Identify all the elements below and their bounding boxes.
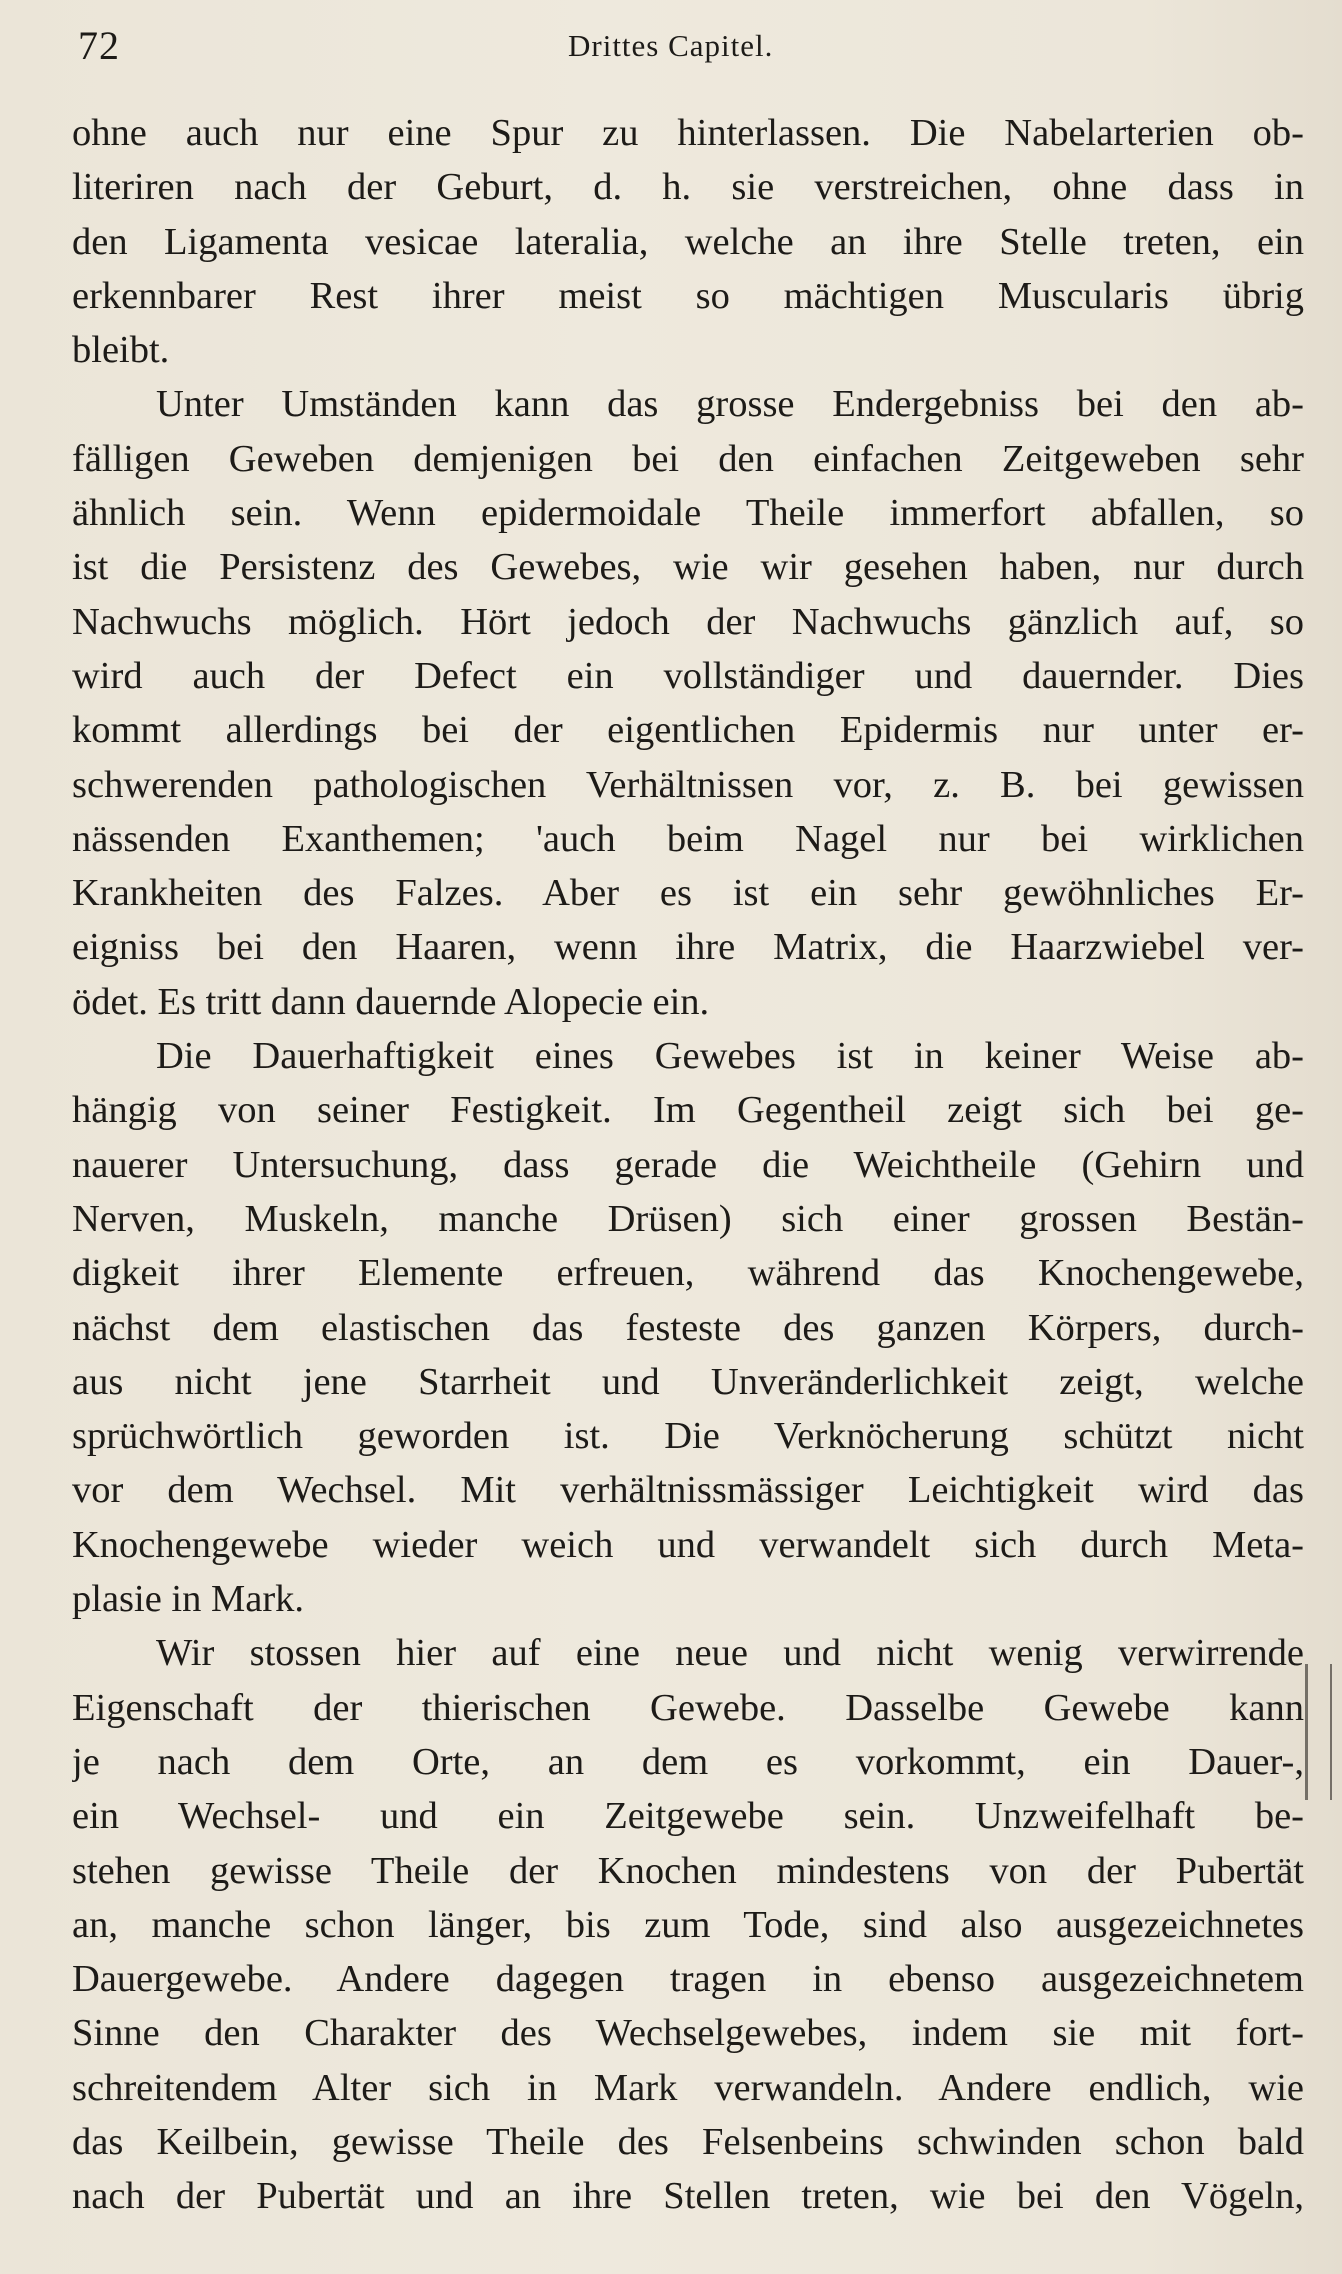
running-head: Drittes Capitel. — [568, 28, 774, 63]
text-line: Dauergewebe. Andere dagegen tragen in ebenso ausgezeichnetem — [72, 1958, 1304, 2001]
body-text — [72, 106, 1304, 2224]
text-line: literiren nach der Geburt, d. h. sie verstreichen, ohne dass in — [72, 166, 1304, 209]
text-line: Unter Umständen kann das grosse Endergebniss bei den ab- — [156, 383, 1304, 426]
text-line: Nerven, Muskeln, manche Drüsen) sich einer grossen Bestän- — [72, 1197, 1304, 1240]
text-line: Eigenschaft der thierischen Gewebe. Dasselbe Gewebe kann — [72, 1686, 1304, 1729]
text-line: erkennbarer Rest ihrer meist so mächtigen Muscularis übrig — [72, 274, 1304, 317]
text-line: kommt allerdings bei der eigentlichen Epidermis nur unter er- — [72, 709, 1304, 752]
text-line: wird auch der Defect ein vollständiger und dauernder. Dies — [72, 654, 1304, 697]
text-line: aus nicht jene Starrheit und Unveränderlichkeit zeigt, welche — [72, 1360, 1304, 1403]
text-line: den Ligamenta vesicae lateralia, welche an ihre Stelle treten, ein — [72, 220, 1304, 263]
text-line: bleibt. — [72, 329, 170, 372]
text-line: eigniss bei den Haaren, wenn ihre Matrix, die Haarzwiebel ver- — [72, 926, 1304, 969]
text-line: nächst dem elastischen das festeste des ganzen Körpers, durch- — [72, 1306, 1304, 1349]
text-line: Nachwuchs möglich. Hört jedoch der Nachwuchs gänzlich auf, so — [72, 600, 1304, 643]
text-line: plasie in Mark. — [72, 1578, 305, 1621]
text-line: ist die Persistenz des Gewebes, wie wir gesehen haben, nur durch — [72, 546, 1304, 589]
text-line: ein Wechsel- und ein Zeitgewebe sein. Unzweifelhaft be- — [72, 1795, 1304, 1838]
text-line: ödet. Es tritt dann dauernde Alopecie ein. — [72, 980, 710, 1023]
text-line: fälligen Geweben demjenigen bei den einfachen Zeitgeweben sehr — [72, 437, 1304, 480]
text-line: Wir stossen hier auf eine neue und nicht wenig verwirrende — [156, 1632, 1304, 1675]
text-line: je nach dem Orte, an dem es vorkommt, ein Dauer-, — [72, 1740, 1304, 1783]
text-line: schreitendem Alter sich in Mark verwandeln. Andere endlich, wie — [72, 2066, 1304, 2109]
text-line: sprüchwörtlich geworden ist. Die Verknöcherung schützt nicht — [72, 1415, 1304, 1458]
margin-mark — [1305, 1664, 1332, 1800]
text-line: das Keilbein, gewisse Theile des Felsenbeins schwinden schon bald — [72, 2120, 1304, 2163]
text-line: vor dem Wechsel. Mit verhältnissmässiger Leichtigkeit wird das — [72, 1469, 1304, 1512]
text-line: Krankheiten des Falzes. Aber es ist ein sehr gewöhnliches Er- — [72, 872, 1304, 915]
text-line: Knochengewebe wieder weich und verwandelt sich durch Meta- — [72, 1523, 1304, 1566]
text-line: ohne auch nur eine Spur zu hinterlassen. Die Nabelarterien ob- — [72, 112, 1304, 154]
text-line: digkeit ihrer Elemente erfreuen, während das Knochengewebe, — [72, 1252, 1304, 1295]
text-line: Sinne den Charakter des Wechselgewebes, indem sie mit fort- — [72, 2012, 1304, 2055]
page-number: 72 — [78, 23, 120, 68]
text-line: hängig von seiner Festigkeit. Im Gegentheil zeigt sich bei ge- — [72, 1089, 1304, 1132]
text-line: nach der Pubertät und an ihre Stellen treten, wie bei den Vögeln, — [72, 2175, 1304, 2218]
text-line: an, manche schon länger, bis zum Tode, sind also ausgezeichnetes — [72, 1903, 1304, 1946]
page-header — [78, 22, 1298, 82]
text-line: Die Dauerhaftigkeit eines Gewebes ist in keiner Weise ab- — [156, 1035, 1304, 1078]
text-line: nauerer Untersuchung, dass gerade die Weichtheile (Gehirn und — [72, 1143, 1304, 1186]
text-line: schwerenden pathologischen Verhältnissen vor, z. B. bei gewissen — [72, 763, 1304, 806]
text-line: ähnlich sein. Wenn epidermoidale Theile immerfort abfallen, so — [72, 492, 1304, 535]
text-line: stehen gewisse Theile der Knochen mindestens von der Pubertät — [72, 1849, 1304, 1892]
text-line: nässenden Exanthemen; 'auch beim Nagel nur bei wirklichen — [72, 817, 1304, 860]
